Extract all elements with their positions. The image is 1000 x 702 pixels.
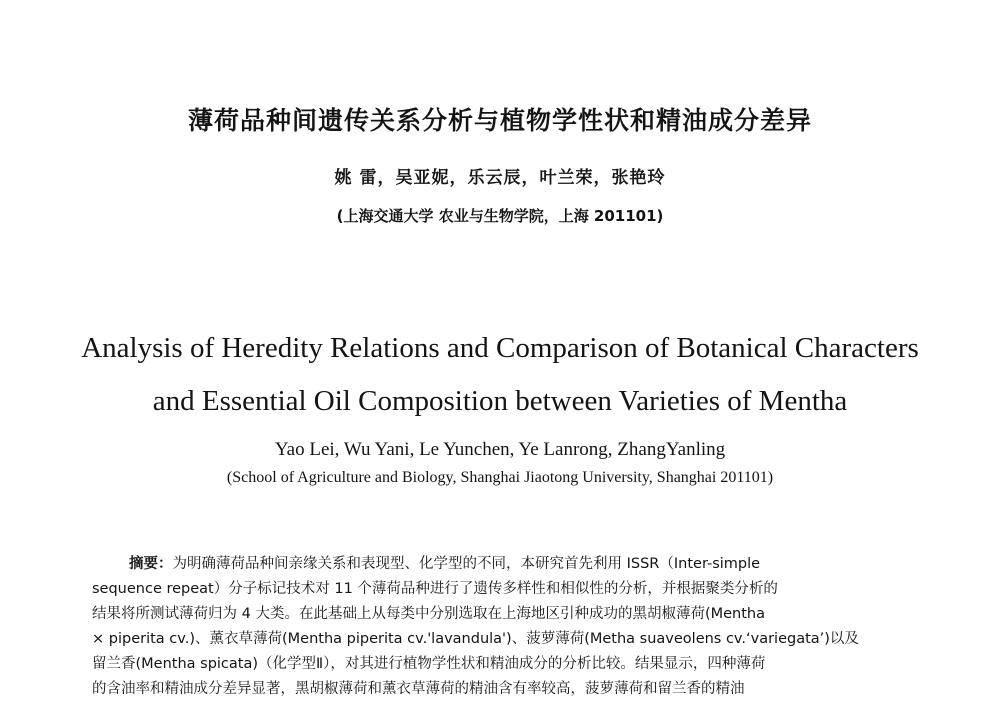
chinese-title: 薄荷品种间遗传关系分析与植物学性状和精油成分差异 (187, 106, 812, 135)
abstract-line-3: 结果将所测试薄荷归为 4 大类。在此基础上从每类中分别选取在上海地区引种成功的黑胡椒薄荷(Mentha (92, 606, 765, 622)
abstract (92, 552, 900, 702)
abstract-line-2: sequence repeat）分子标记技术对 11 个薄荷品种进行了遗传多样性和相似性的分析，并根据聚类分析的 (92, 581, 778, 597)
english-title-line-2: and Essential Oil Composition between Varieties of Mentha (152, 385, 848, 417)
chinese-affiliation: (上海交通大学 农业与生物学院，上海 201101) (336, 207, 664, 225)
abstract-label: 摘要： (129, 556, 173, 572)
english-authors: Yao Lei, Wu Yani, Le Yunchen, Ye Lanrong, ZhangYanling (274, 439, 726, 460)
abstract-line-5: 留兰香(Mentha spicata)（化学型Ⅱ），对其进行植物学性状和精油成分的分析比较。结果显示，四种薄荷 (92, 656, 766, 672)
abstract-line-1 (92, 552, 900, 577)
abstract-line-6: 的含油率和精油成分差异显著，黑胡椒薄荷和薰衣草薄荷的精油含有率较高，菠萝薄荷和留兰香的精油 (92, 681, 745, 697)
english-title-line-1: Analysis of Heredity Relations and Comparison of Botanical Characters (81, 332, 919, 364)
abstract-line-4: × piperita cv.)、薰衣草薄荷(Mentha piperita cv.'lavandula')、菠萝薄荷(Metha suaveolens cv.‘variegata’)以及 (92, 631, 859, 647)
abstract-text: 为明确薄荷品种间亲缘关系和表现型、化学型的不同，本研究首先利用 ISSR（Inter-simple (172, 556, 761, 572)
chinese-authors: 姚 雷，吴亚妮，乐云辰，叶兰荣，张艳玲 (334, 168, 666, 188)
english-affiliation: (School of Agriculture and Biology, Shanghai Jiaotong University, Shanghai 201101) (226, 469, 774, 486)
